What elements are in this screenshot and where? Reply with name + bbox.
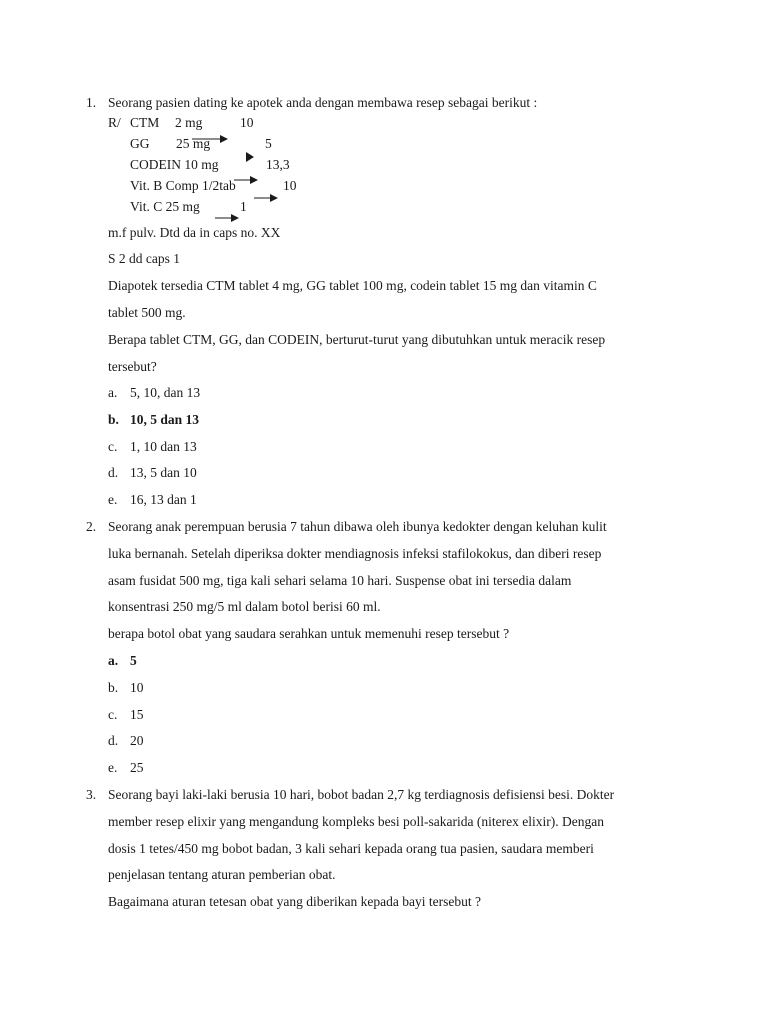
arrow-icon bbox=[232, 172, 272, 184]
question-3-number: 3. bbox=[86, 787, 97, 802]
question-3-line: dosis 1 tetes/450 mg bobot badan, 3 kali sehari kepada orang tua pasien, saudara memberi bbox=[108, 841, 594, 856]
arrow-icon bbox=[240, 150, 280, 162]
recipe-item-name: CODEIN 10 mg bbox=[130, 157, 219, 172]
recipe-item-value: 13,3 bbox=[266, 157, 290, 172]
recipe-item-name: CTM bbox=[130, 115, 160, 130]
recipe-item-dose: 25 mg bbox=[176, 136, 211, 151]
recipe-item-name: Vit. C 25 mg bbox=[130, 199, 200, 214]
recipe-signa-2: S 2 dd caps 1 bbox=[108, 251, 180, 266]
option-letter: a. bbox=[108, 653, 119, 668]
question-1-intro: Seorang pasien dating ke apotek anda dengan membawa resep sebagai berikut : bbox=[108, 95, 538, 110]
option-letter: d. bbox=[108, 465, 119, 480]
option-letter: b. bbox=[108, 680, 119, 695]
option-text: 16, 13 dan 1 bbox=[130, 492, 197, 507]
option-text: 5 bbox=[130, 653, 137, 668]
option-letter: e. bbox=[108, 760, 118, 775]
recipe-item-name: Vit. B Comp 1/2tab bbox=[130, 178, 236, 193]
question-1-number: 1. bbox=[86, 95, 97, 110]
option-text: 13, 5 dan 10 bbox=[130, 465, 197, 480]
option-letter: c. bbox=[108, 707, 118, 722]
option-letter: d. bbox=[108, 733, 119, 748]
recipe-item-value: 5 bbox=[265, 136, 272, 151]
option-text: 20 bbox=[130, 733, 144, 748]
question-2-line: Seorang anak perempuan berusia 7 tahun dibawa oleh ibunya kedokter dengan keluhan kulit bbox=[108, 519, 607, 534]
question-1-prompt: Berapa tablet CTM, GG, dan CODEIN, berturut-turut yang dibutuhkan untuk meracik resep bbox=[108, 332, 606, 347]
question-2-line: asam fusidat 500 mg, tiga kali sehari selama 10 hari. Suspense obat ini tersedia dalam bbox=[108, 573, 572, 588]
option-letter: e. bbox=[108, 492, 118, 507]
question-1-info: tablet 500 mg. bbox=[108, 305, 186, 320]
question-2-line: konsentrasi 250 mg/5 ml dalam botol berisi 60 ml. bbox=[108, 599, 381, 614]
option-letter: c. bbox=[108, 439, 118, 454]
option-text: 25 bbox=[130, 760, 144, 775]
question-1-info: Diapotek tersedia CTM tablet 4 mg, GG tablet 100 mg, codein tablet 15 mg dan vitamin C bbox=[108, 278, 597, 293]
question-2-prompt: berapa botol obat yang saudara serahkan untuk memenuhi resep tersebut ? bbox=[108, 626, 510, 641]
recipe-item-value: 10 bbox=[283, 178, 297, 193]
question-3-line: member resep elixir yang mengandung kompleks besi poll-sakarida (niterex elixir). Dengan bbox=[108, 814, 604, 829]
question-2-number: 2. bbox=[86, 519, 97, 534]
arrow-icon bbox=[252, 192, 292, 204]
recipe-item-name: GG bbox=[130, 136, 150, 151]
option-letter: b. bbox=[108, 412, 119, 427]
recipe-item-dose: 2 mg bbox=[175, 115, 203, 130]
option-text: 10, 5 dan 13 bbox=[130, 412, 200, 427]
option-text: 15 bbox=[130, 707, 144, 722]
question-3-line: Seorang bayi laki-laki berusia 10 hari, bobot badan 2,7 kg terdiagnosis defisiensi besi. Dokter bbox=[108, 787, 615, 802]
option-letter: a. bbox=[108, 385, 118, 400]
recipe-item-value: 1 bbox=[240, 199, 247, 214]
option-text: 1, 10 dan 13 bbox=[130, 439, 197, 454]
arrow-icon bbox=[213, 211, 253, 223]
option-text: 10 bbox=[130, 680, 144, 695]
question-3-prompt: Bagaimana aturan tetesan obat yang diberikan kepada bayi tersebut ? bbox=[108, 894, 481, 909]
question-1-prompt: tersebut? bbox=[108, 359, 157, 374]
arrow-icon bbox=[190, 130, 230, 142]
recipe-prefix: R/ bbox=[108, 115, 121, 130]
option-text: 5, 10, dan 13 bbox=[130, 385, 201, 400]
question-3-line: penjelasan tentang aturan pemberian obat. bbox=[108, 867, 336, 882]
question-2-line: luka bernanah. Setelah diperiksa dokter mendiagnosis infeksi stafilokokus, dan diberi resep bbox=[108, 546, 602, 561]
recipe-signa-1: m.f pulv. Dtd da in caps no. XX bbox=[108, 225, 281, 240]
recipe-item-value: 10 bbox=[240, 115, 254, 130]
